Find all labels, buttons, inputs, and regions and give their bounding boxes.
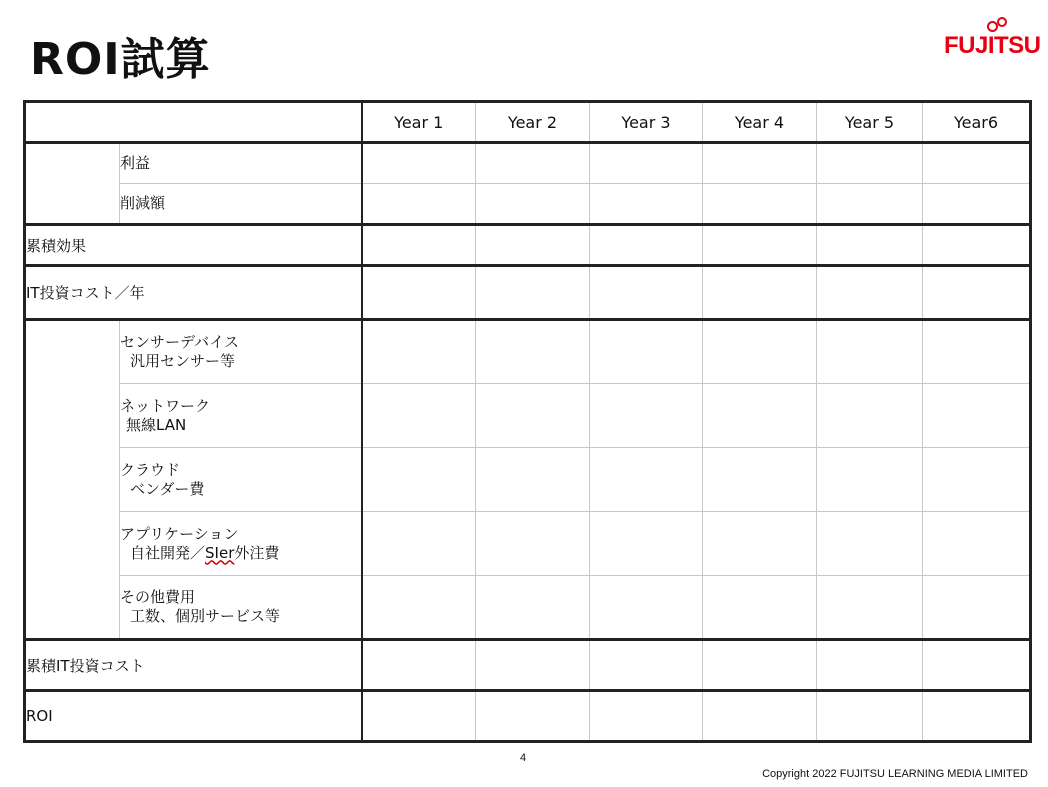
value-cell [817,640,923,691]
row-label-other [120,576,362,640]
table-row-cumulative-effect [25,225,1031,266]
value-cell [817,266,923,320]
value-cell [703,512,817,576]
row-label-network [120,384,362,448]
year-header: Year 2 [476,102,590,143]
value-cell [703,225,817,266]
value-cell [590,320,703,384]
value-cell [703,143,817,184]
value-cell [923,576,1031,640]
value-cell [590,266,703,320]
header-corner-cell [25,102,362,143]
table-row-cloud [25,448,1031,512]
value-cell [817,576,923,640]
value-cell [590,576,703,640]
value-cell [817,512,923,576]
value-cell [362,640,476,691]
row-label-line: その他費用 [120,588,196,606]
row-label-line: アプリケーション [120,524,239,543]
value-cell [923,384,1031,448]
page-number: 4 [520,752,527,764]
value-cell [362,512,476,576]
row-label-line: センサーデバイス [120,333,239,351]
value-cell [590,184,703,225]
value-cell [703,691,817,742]
value-cell [703,576,817,640]
value-cell [817,320,923,384]
value-cell [362,184,476,225]
year-header: Year 1 [362,102,476,143]
value-cell [703,184,817,225]
row-label-subline [120,544,279,563]
roi-table [23,100,1032,743]
value-cell [362,384,476,448]
year-header: Year 4 [703,102,817,143]
row-label-it-cost-per-year: IT投資コスト／年 [25,266,362,320]
row-label-subline: ベンダー費 [130,479,205,498]
table-row-roi [25,691,1031,742]
logo-infinity-mark-2 [997,17,1007,27]
row-label-subline: 無線LAN [126,415,187,434]
copyright-notice: Copyright 2022 FUJITSU LEARNING MEDIA LIMITED [762,768,1028,780]
value-cell [590,512,703,576]
row-label-profit: 利益 [120,143,362,184]
value-cell [476,320,590,384]
row-label-cumulative-it-cost: 累積IT投資コスト [25,640,362,691]
value-cell [703,640,817,691]
value-cell [362,143,476,184]
group-side-cell [25,143,120,225]
value-cell [362,448,476,512]
value-cell [362,576,476,640]
value-cell [362,225,476,266]
value-cell [362,266,476,320]
value-cell [817,225,923,266]
value-cell [590,448,703,512]
value-cell [703,384,817,448]
row-label-roi: ROI [25,691,362,742]
value-cell [476,384,590,448]
group-side-cell [25,320,120,640]
value-cell [817,143,923,184]
row-label-subline: 工数、個別サービス等 [130,607,281,625]
row-label-reduction: 削減額 [120,184,362,225]
value-cell [476,640,590,691]
year-header: Year6 [923,102,1031,143]
logo-text: FUJITSU [944,32,1041,59]
value-cell [476,266,590,320]
app-subline-post: 外注費 [234,543,280,562]
value-cell [817,184,923,225]
value-cell [817,448,923,512]
value-cell [923,640,1031,691]
value-cell [703,448,817,512]
value-cell [590,225,703,266]
table-row-network [25,384,1031,448]
value-cell [476,691,590,742]
value-cell [923,184,1031,225]
value-cell [923,143,1031,184]
value-cell [476,225,590,266]
value-cell [476,448,590,512]
year-header: Year 3 [590,102,703,143]
row-label-sensor [120,320,362,384]
value-cell [476,184,590,225]
table-row-application [25,512,1031,576]
table-row-cumulative-it-cost [25,640,1031,691]
value-cell [923,691,1031,742]
app-subline-sier: SIer [205,543,235,562]
row-label-line: ネットワーク [120,396,211,415]
value-cell [476,576,590,640]
row-label-subline: 汎用センサー等 [130,352,236,370]
table-row-it-cost-per-year [25,266,1031,320]
value-cell [590,640,703,691]
value-cell [476,143,590,184]
page-title: ROI試算 [30,34,211,85]
value-cell [476,512,590,576]
value-cell [362,691,476,742]
row-label-cumulative-effect: 累積効果 [25,225,362,266]
year-header: Year 5 [817,102,923,143]
value-cell [590,143,703,184]
value-cell [590,384,703,448]
row-label-line: クラウド [120,460,181,479]
table-row-reduction [25,184,1031,225]
header-row [25,102,1031,143]
value-cell [362,320,476,384]
value-cell [923,512,1031,576]
table-row-sensor [25,320,1031,384]
row-label-cloud [120,448,362,512]
fujitsu-logo [944,30,1041,62]
app-subline-pre: 自社開発／ [130,543,206,562]
value-cell [703,320,817,384]
value-cell [590,691,703,742]
table-row-other [25,576,1031,640]
value-cell [923,448,1031,512]
row-label-application [120,512,362,576]
value-cell [703,266,817,320]
value-cell [923,320,1031,384]
value-cell [923,266,1031,320]
value-cell [817,384,923,448]
table-row-profit [25,143,1031,184]
value-cell [817,691,923,742]
value-cell [923,225,1031,266]
